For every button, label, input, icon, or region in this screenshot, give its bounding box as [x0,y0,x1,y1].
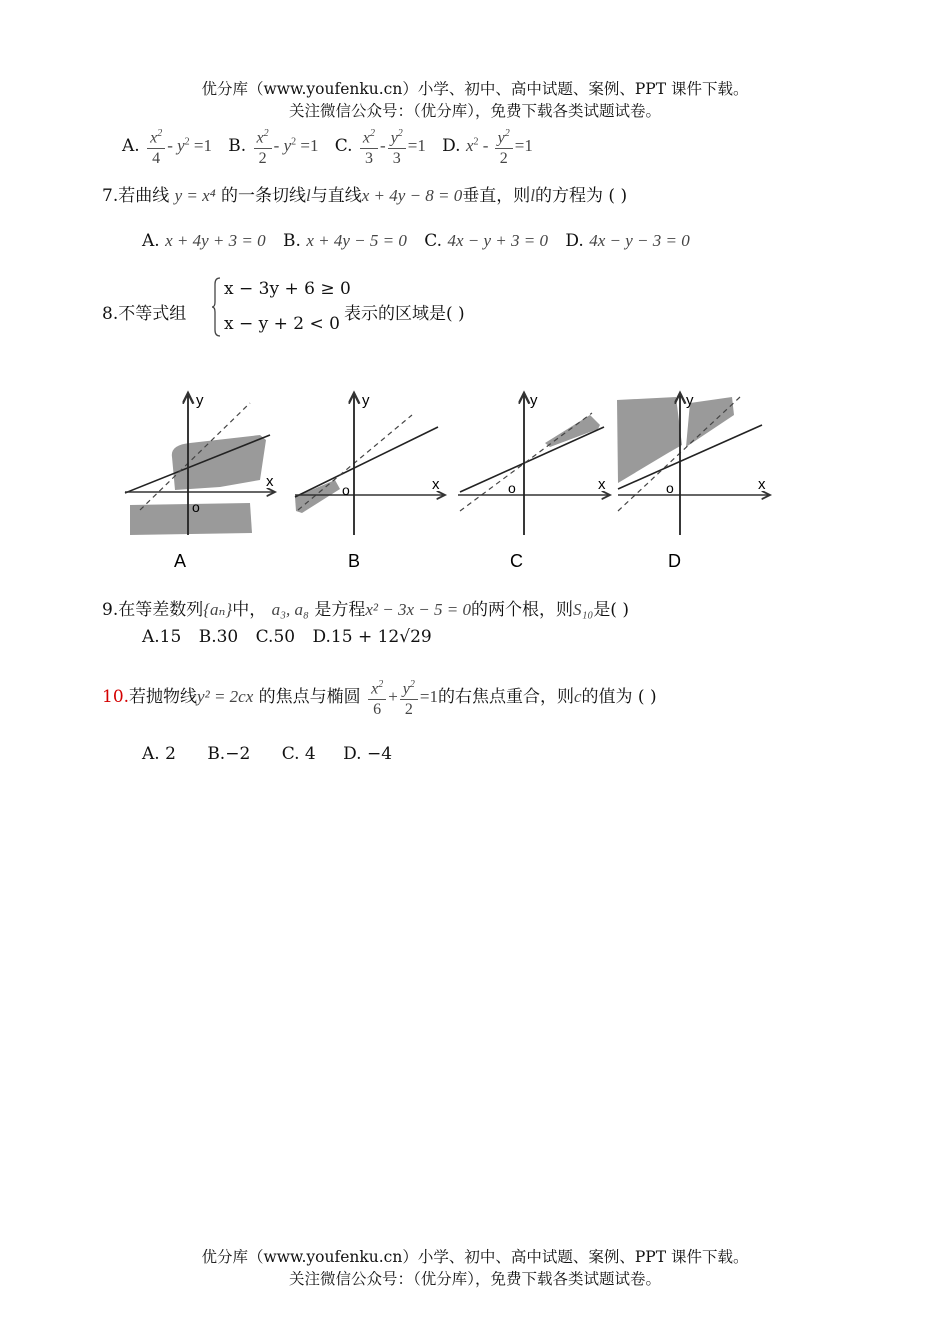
svg-text:y: y [362,392,370,409]
svg-text:o: o [666,480,674,496]
q8-ineq-1: x − 3y + 6 ≥ 0 [224,279,351,299]
footer-line-1: 优分库（www.youfenku.cn）小学、初中、高中试题、案例、PPT 课件下载。 [201,1248,749,1266]
figure-d [617,393,770,535]
svg-text:x: x [432,476,440,493]
q10-options: A. 2 B.−2 C. 4 D. −4 [142,744,393,764]
q9-options: A.15 B.30 C.50 D.15 + 12√29 [142,627,432,647]
figure-a-label: A [174,551,187,571]
svg-text:x: x [598,476,606,493]
figure-c-label: C [510,551,523,571]
figure-b [295,393,445,535]
figure-a-origin: o [192,499,200,515]
svg-text:o: o [508,480,516,496]
q8-stem-tail: 表示的区域是( ) [344,304,465,324]
q7-stem: 7.若曲线 y = x⁴ 的一条切线l与直线x + 4y − 8 = 0垂直，则l的方程为 ( ) [102,186,628,206]
q6-option-a-expr: $\frac{x^2}{4}$ [147,124,165,169]
q6-option-d-label: D. [442,136,461,157]
footer-line-2: 关注微信公众号：（优分库），免费下载各类试题试卷。 [288,1270,661,1288]
figure-a-x-label: x [266,473,274,490]
q8-brace [212,276,220,338]
svg-text:x: x [758,476,766,493]
q9-stem: 9.在等差数列{aₙ}中， a₃, a₈ 是方程x² − 3x − 5 = 0的两个根，则S₁₀是( ) [102,600,629,620]
figure-a [125,393,275,535]
q7-options: A. x + 4y + 3 = 0 B. x + 4y − 5 = 0 C. 4x − y + 3 = 0 D. 4x − y − 3 = 0 [142,231,690,251]
header-line-1: 优分库（www.youfenku.cn）小学、初中、高中试题、案例、PPT 课件下载。 [201,80,749,98]
svg-text:y: y [686,392,694,409]
q6-option-a-label: A. [122,136,140,157]
q8-stem: 8.不等式组 [102,304,187,324]
q10-stem: 10.若抛物线y² = 2cx 的焦点与椭圆 $\frac{x^2}{6}$ + $\frac{y^2}{2}$ =1的右焦点重合，则c的值为 ( ) [102,675,657,720]
q10-number: 10. [102,687,130,708]
figure-a-y-label: y [196,392,204,409]
q6-option-b-label: B. [228,136,247,157]
svg-text:y: y [530,392,538,409]
q7-line: x + 4y − 8 = 0 [361,186,463,205]
q7-curve: y = x⁴ [174,186,216,205]
q8-ineq-2: x − y + 2 < 0 [224,314,340,334]
figure-c [458,393,610,535]
q6-options: A. $\frac{x^2}{4}$ - $y^2 =1$ B. $\frac{x^2}{2}$ - $y^2 =1$ C. $\frac{x^2}{3}$ - $\frac{y^2}{3}$ =1 D. $x^2$ - $\frac{y^2}{2}$ =1 [122,124,533,169]
q6-option-c-label: C. [334,136,353,157]
figure-d-label: D [668,551,681,571]
q8-figures [120,385,780,575]
header-line-2: 关注微信公众号：（优分库），免费下载各类试题试卷。 [288,102,661,120]
figure-b-label: B [348,551,361,571]
svg-text:o: o [342,482,350,498]
